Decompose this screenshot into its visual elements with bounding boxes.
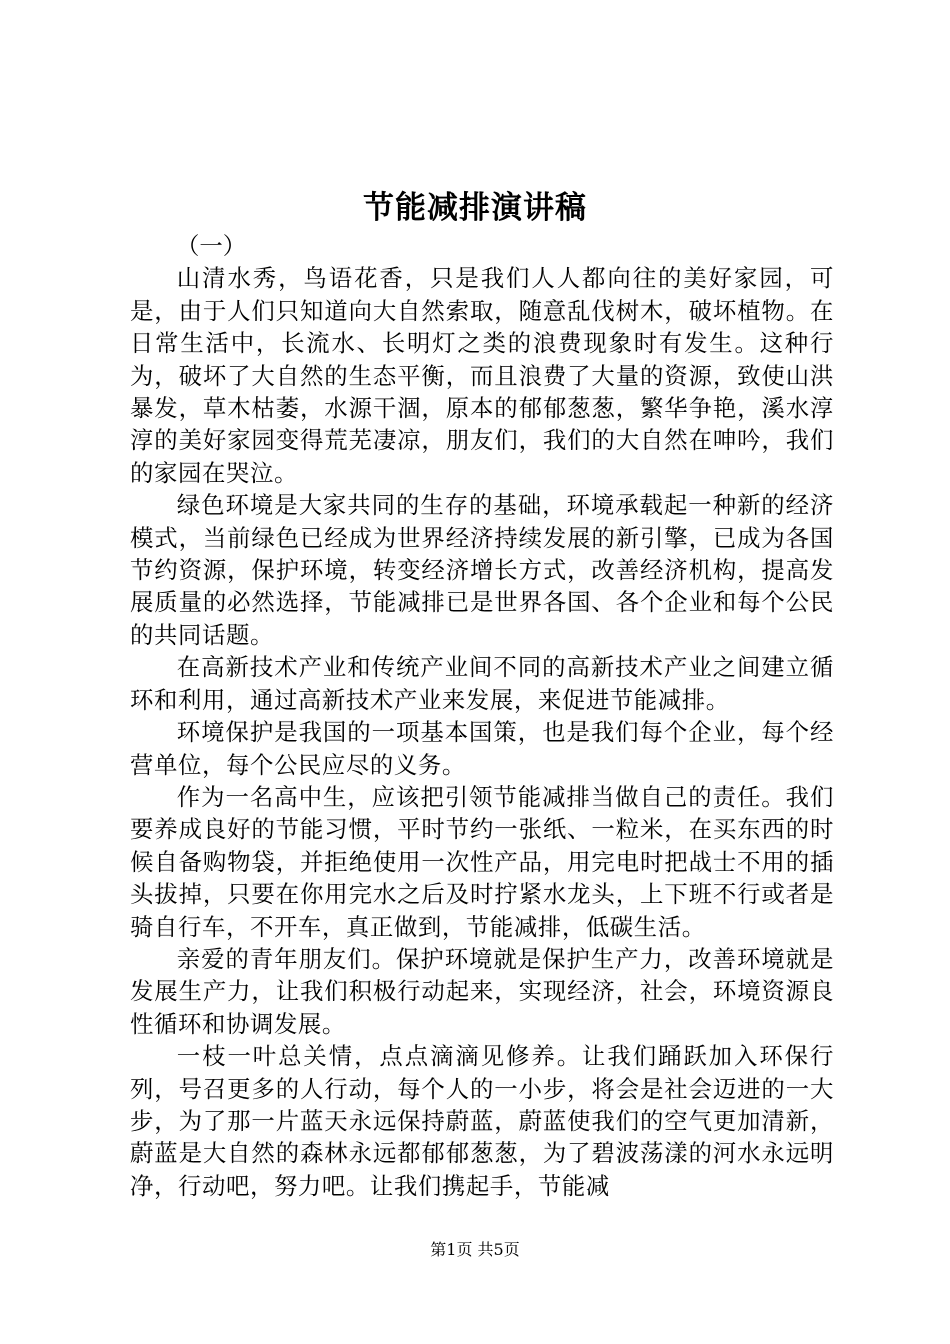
document-body: [130, 230, 834, 1202]
paragraph-6: 亲爱的青年朋友们。保护环境就是保护生产力，改善环境就是发展生产力，让我们积极行动起来，实现经济，社会，环境资源良性循环和协调发展。: [130, 944, 834, 1038]
paragraph-3: 在高新技术产业和传统产业间不同的高新技术产业之间建立循环和利用，通过高新技术产业来发展，来促进节能减排。: [130, 653, 834, 714]
paragraph-4: 环境保护是我国的一项基本国策，也是我们每个企业，每个经营单位，每个公民应尽的义务。: [130, 718, 834, 779]
paragraph-5: 作为一名高中生，应该把引领节能减排当做自己的责任。我们要养成良好的节能习惯，平时节约一张纸、一粒米，在买东西的时候自备购物袋，并拒绝使用一次性产品，用完电时把战士不用的插头拔掉，只要在你用完水之后及时拧紧水龙头，上下班不行或者是骑自行车，不开车，真正做到，节能减排，低碳生活。: [130, 782, 834, 941]
paragraph-2: 绿色环境是大家共同的生存的基础，环境承载起一种新的经济模式，当前绿色已经成为世界经济持续发展的新引擎，已成为各国节约资源，保护环境，转变经济增长方式，改善经济机构，提高发展质量的必然选择，节能减排已是世界各国、各个企业和每个公民的共同话题。: [130, 491, 834, 649]
section-mark: （一）: [176, 232, 247, 260]
document-title: 节能减排演讲稿: [363, 190, 587, 226]
paragraph-1: 山清水秀，鸟语花香，只是我们人人都向往的美好家园，可是，由于人们只知道向大自然索取，随意乱伐树木，破坏植物。在日常生活中，长流水、长明灯之类的浪费现象时有发生。这种行为，破坏了大自然的生态平衡，而且浪费了大量的资源，致使山洪暴发，草木枯萎，水源干涸，原本的郁郁葱葱，繁华争艳，溪水淳淳的美好家园变得荒芜凄凉，朋友们，我们的大自然在呻吟，我们的家园在哭泣。: [130, 264, 834, 487]
paragraph-7: 一枝一叶总关情，点点滴滴见修养。让我们踊跃加入环保行列，号召更多的人行动，每个人的一小步，将会是社会迈进的一大步，为了那一片蓝天永远保持蔚蓝，蔚蓝使我们的空气更加清新，蔚蓝是大自然的森林永远都郁郁葱葱，为了碧波荡漾的河水永远明净，行动吧，努力吧。让我们携起手，节能减: [130, 1042, 834, 1200]
page-footer: 第1页 共5页: [430, 1240, 520, 1259]
